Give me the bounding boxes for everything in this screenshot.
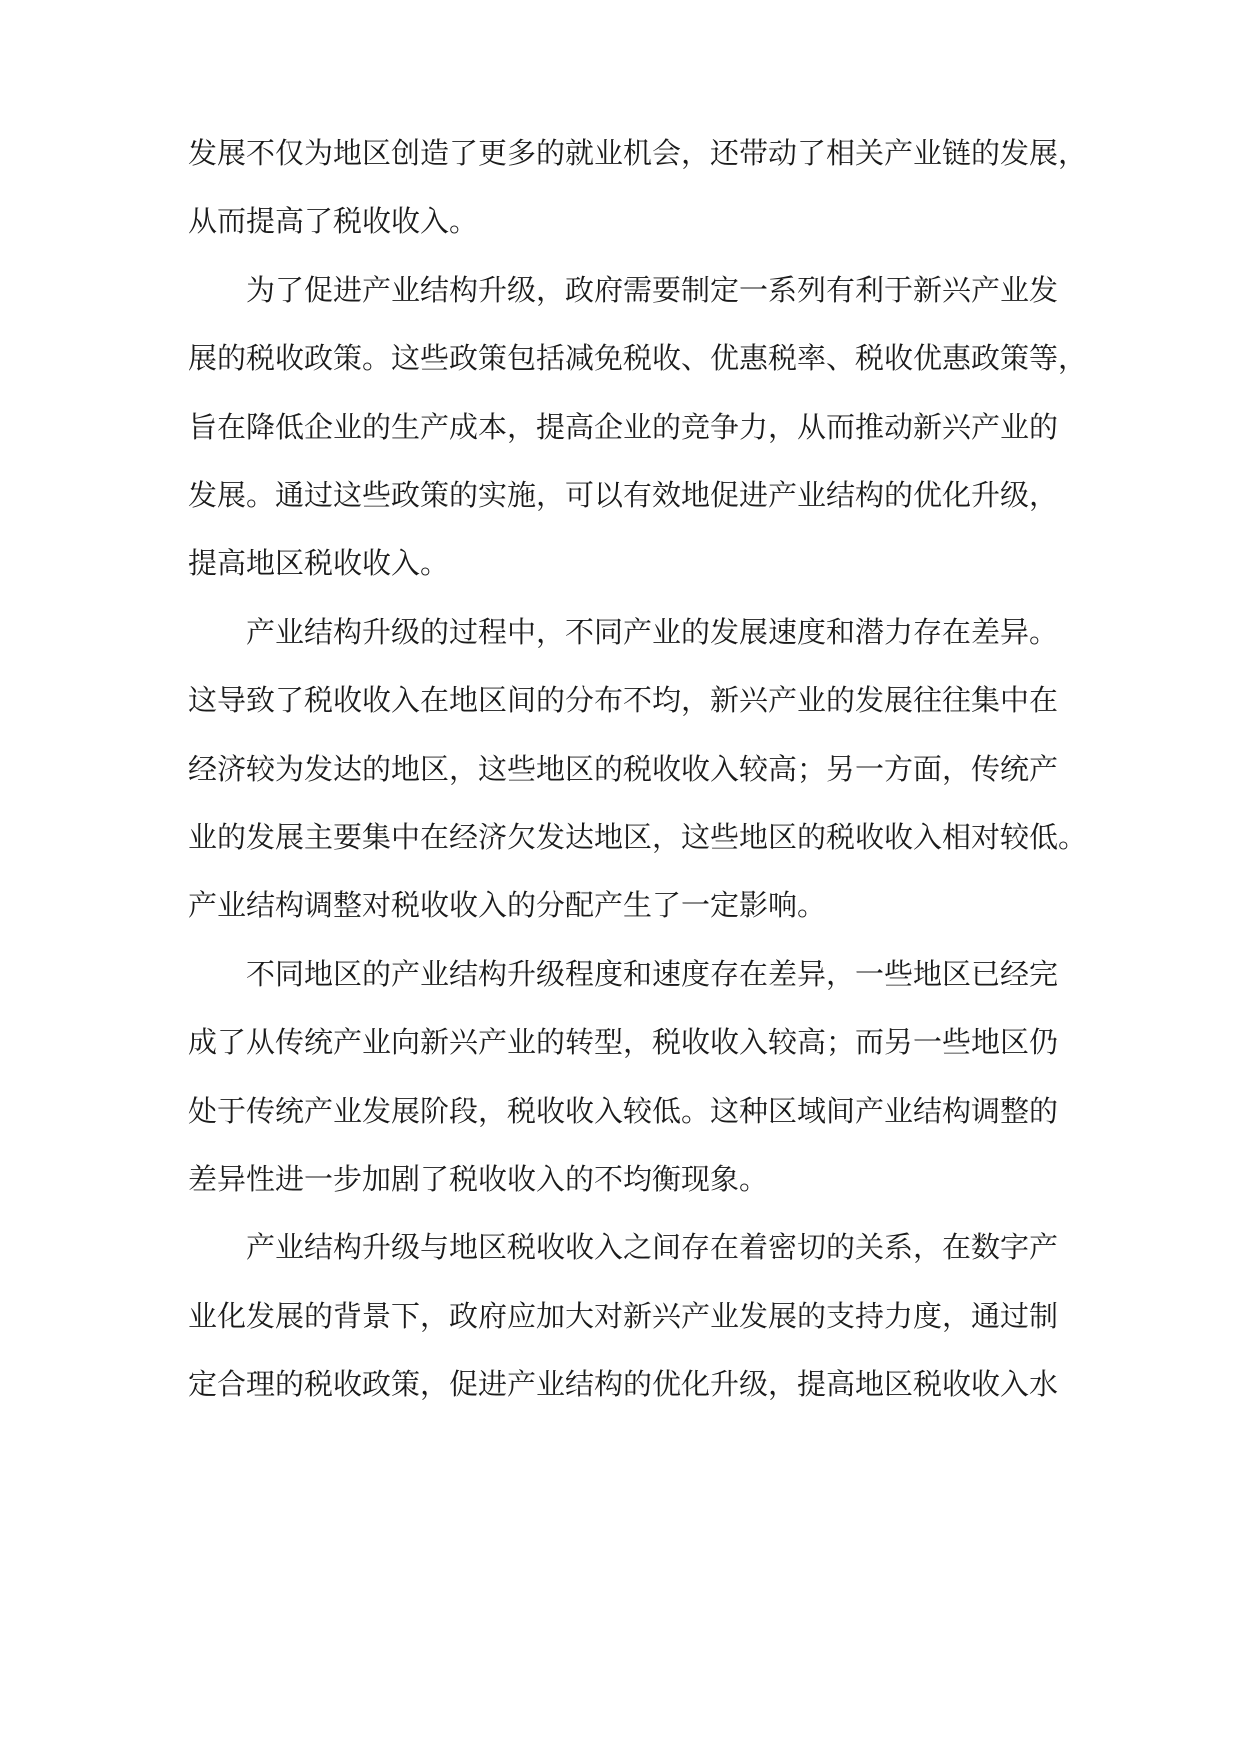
paragraph-first-line: 不同地区的产业结构升级程度和速度存在差异，一些地区已经完 bbox=[246, 957, 1059, 991]
text-line: 成了从传统产业向新兴产业的转型，税收收入较高；而另一些地区仍 bbox=[188, 1025, 1059, 1059]
paragraph-first-line: 产业结构升级的过程中，不同产业的发展速度和潜力存在差异。 bbox=[246, 615, 1059, 649]
paragraph-first-line: 产业结构升级与地区税收收入之间存在着密切的关系，在数字产 bbox=[246, 1230, 1059, 1264]
text-line: 产业结构调整对税收收入的分配产生了一定影响。 bbox=[188, 888, 827, 922]
text-line: 经济较为发达的地区，这些地区的税收收入较高；另一方面，传统产 bbox=[188, 752, 1059, 786]
paragraph-first-line: 为了促进产业结构升级，政府需要制定一系列有利于新兴产业发 bbox=[246, 273, 1059, 307]
text-line: 展的税收政策。这些政策包括减免税收、优惠税率、税收优惠政策等， bbox=[188, 341, 1088, 375]
text-line: 业的发展主要集中在经济欠发达地区，这些地区的税收收入相对较低。 bbox=[188, 820, 1088, 854]
text-line: 这导致了税收收入在地区间的分布不均，新兴产业的发展往往集中在 bbox=[188, 683, 1059, 717]
text-line: 差异性进一步加剧了税收收入的不均衡现象。 bbox=[188, 1162, 769, 1196]
text-line: 定合理的税收政策，促进产业结构的优化升级，提高地区税收收入水 bbox=[188, 1367, 1059, 1401]
text-line: 处于传统产业发展阶段，税收收入较低。这种区域间产业结构调整的 bbox=[188, 1094, 1059, 1128]
text-line: 旨在降低企业的生产成本，提高企业的竞争力，从而推动新兴产业的 bbox=[188, 410, 1059, 444]
text-line: 发展不仅为地区创造了更多的就业机会，还带动了相关产业链的发展， bbox=[188, 136, 1088, 170]
text-line: 发展。通过这些政策的实施，可以有效地促进产业结构的优化升级， bbox=[188, 478, 1059, 512]
text-line: 从而提高了税收收入。 bbox=[188, 204, 479, 238]
text-line: 业化发展的背景下，政府应加大对新兴产业发展的支持力度，通过制 bbox=[188, 1299, 1059, 1333]
text-line: 提高地区税收收入。 bbox=[188, 546, 450, 580]
